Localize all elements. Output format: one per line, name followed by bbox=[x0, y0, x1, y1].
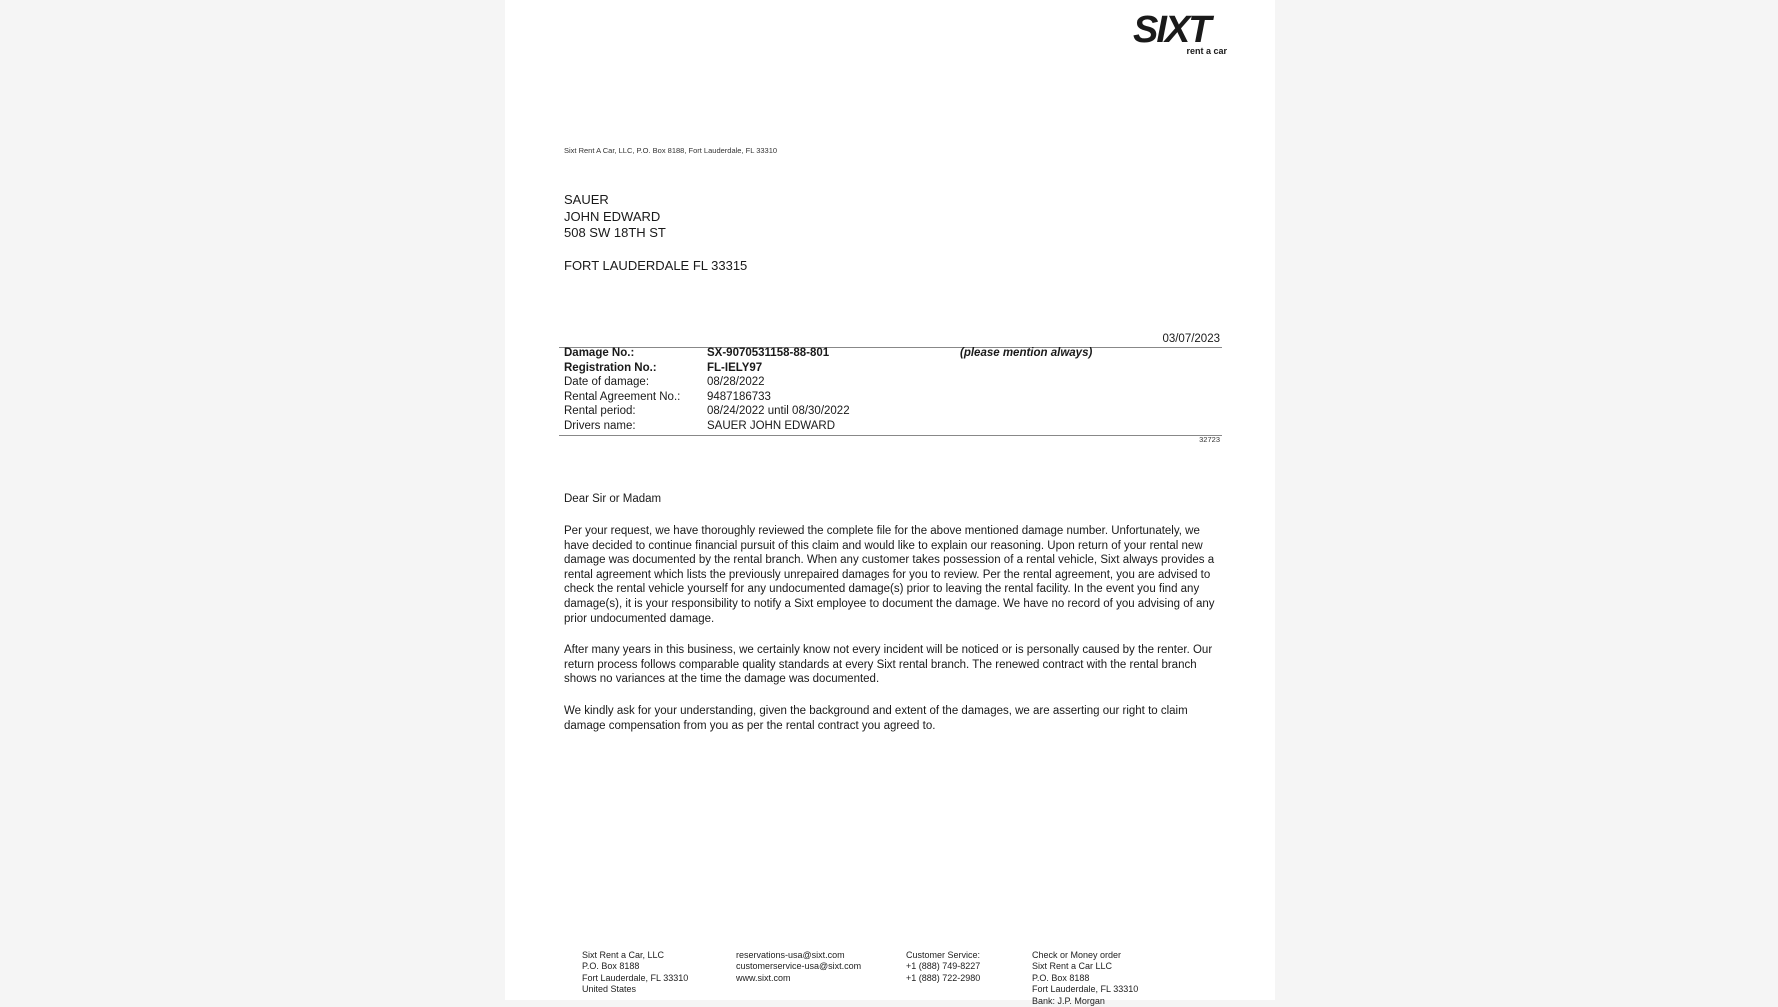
recipient-street: 508 SW 18TH ST bbox=[564, 225, 666, 240]
footer-email-service: customerservice-usa@sixt.com bbox=[736, 961, 862, 972]
rental-period-label: Rental period: bbox=[564, 405, 636, 418]
date-of-damage-value: 08/28/2022 bbox=[707, 376, 765, 389]
footer-line: Fort Lauderdale, FL 33310 bbox=[1032, 984, 1139, 995]
table-row bbox=[564, 361, 1092, 376]
reference-code: 32723 bbox=[1199, 435, 1220, 444]
footer-line: Bank: J.P. Morgan bbox=[1032, 995, 1105, 1006]
agreement-value: 9487186733 bbox=[707, 390, 771, 403]
date-of-damage-label: Date of damage: bbox=[564, 376, 650, 389]
footer-company-column bbox=[582, 950, 688, 996]
letter-paragraph-3: We kindly ask for your understanding, given the background and extent of the damages, we are asserting our right to claim damage compensation from you as per the rental contract you agreed to. bbox=[564, 705, 1188, 732]
table-row bbox=[564, 390, 1092, 405]
footer-phone: +1 (888) 722-2980 bbox=[906, 972, 981, 983]
letter-paragraph-2: After many years in this business, we certainly know not every incident will be noticed or is personally caused by the renter. Our return process follows comparable quality standards at every Sixt rental branch. The renewed contract with the rental branch shows no variances at the time the damage was documented. bbox=[564, 644, 1213, 686]
letter-greeting: Dear Sir or Madam bbox=[564, 493, 662, 505]
damage-no-value: SX-9070531158-88-801 bbox=[707, 347, 830, 359]
footer-payment-column bbox=[1032, 950, 1138, 1007]
rental-period-value: 08/24/2022 until 08/30/2022 bbox=[707, 405, 850, 418]
logo-subtext: rent a car bbox=[1186, 46, 1227, 56]
letter-paragraph-1: Per your request, we have thoroughly reviewed the complete file for the above mentioned damage number. Unfortunately, we have decided to continue financial pursuit of this claim and would like to explain our reasoning. Upon return of your rental new damage was documented by the rental branch. When any customer takes possession of a rental vehicle, Sixt always provides a rental agreement which lists the previously unrepaired damages for you to review. Per the rental agreement, you are advised to check the rental vehicle yourself for any undocumented damage(s) prior to leaving the rental facility. In the event you find any damage(s), it is your responsibility to notify a Sixt employee to document the damage. We have no record of you advising of any prior undocumented damage. bbox=[564, 525, 1215, 625]
recipient-city: FORT LAUDERDALE FL 33315 bbox=[564, 258, 748, 273]
footer-contact-column bbox=[736, 950, 861, 984]
registration-value: FL-IELY97 bbox=[707, 361, 763, 374]
footer-line: Check or Money order bbox=[1032, 950, 1122, 960]
info-bottom-divider bbox=[559, 435, 1222, 436]
table-row bbox=[564, 419, 1092, 434]
footer-line: Customer Service: bbox=[906, 950, 981, 960]
damage-no-label: Damage No.: bbox=[564, 347, 635, 359]
sixt-logo bbox=[1133, 10, 1229, 60]
sender-address-line: Sixt Rent A Car, LLC, P.O. Box 8188, Fort Lauderdale, FL 33310 bbox=[564, 146, 778, 155]
footer-line: Fort Lauderdale, FL 33310 bbox=[582, 972, 689, 983]
registration-label: Registration No.: bbox=[564, 361, 657, 374]
footer-website: www.sixt.com bbox=[736, 972, 791, 983]
logo-wordmark: SIXT bbox=[1133, 9, 1210, 51]
table-row bbox=[564, 346, 1092, 361]
damage-info-table bbox=[564, 346, 1092, 434]
table-row bbox=[564, 375, 1092, 390]
footer-line: Sixt Rent a Car, LLC bbox=[582, 950, 665, 960]
footer-line: P.O. Box 8188 bbox=[1032, 972, 1090, 983]
damage-note: (please mention always) bbox=[960, 347, 1093, 359]
recipient-address bbox=[564, 192, 747, 275]
footer-line: United States bbox=[582, 984, 637, 995]
footer-phone-column bbox=[906, 950, 980, 984]
footer-phone: +1 (888) 749-8227 bbox=[906, 961, 981, 972]
letter-page bbox=[505, 0, 1275, 1006]
recipient-surname: SAUER bbox=[564, 192, 609, 207]
footer-line: Sixt Rent a Car LLC bbox=[1032, 961, 1113, 972]
driver-name-value: SAUER JOHN EDWARD bbox=[707, 419, 835, 432]
footer-line: P.O. Box 8188 bbox=[582, 961, 640, 972]
letter-date: 03/07/2023 bbox=[1162, 333, 1220, 345]
agreement-label: Rental Agreement No.: bbox=[564, 390, 681, 403]
driver-name-label: Drivers name: bbox=[564, 419, 636, 432]
recipient-given-names: JOHN EDWARD bbox=[564, 208, 661, 224]
footer-email-reservations: reservations-usa@sixt.com bbox=[736, 950, 845, 960]
table-row bbox=[564, 404, 1092, 419]
